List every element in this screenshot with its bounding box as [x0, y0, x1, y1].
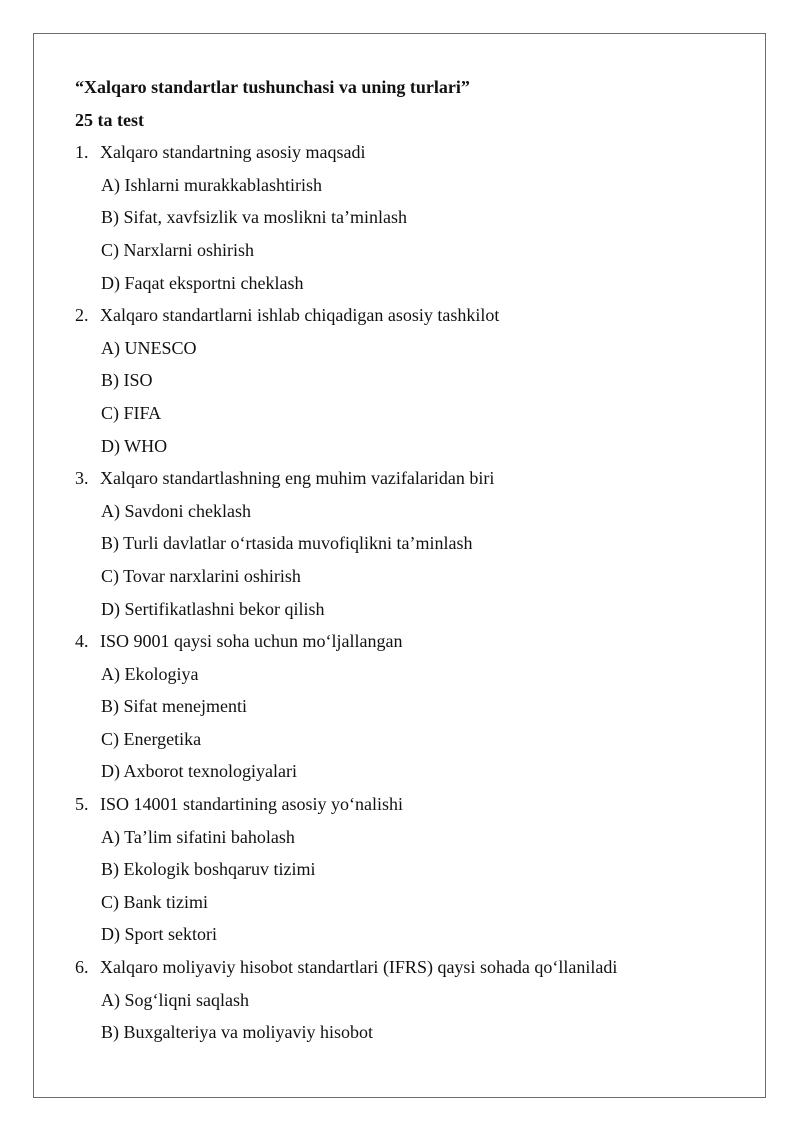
answer-option: D) Axborot texnologiyalari — [101, 761, 297, 782]
answer-option: D) Faqat eksportni cheklash — [101, 272, 304, 293]
answer-option: C) Tovar narxlarini oshirish — [101, 565, 301, 586]
question-block — [75, 625, 755, 788]
question — [75, 625, 755, 658]
document-title: “Xalqaro standartlar tushunchasi va uning turlari” — [75, 77, 470, 97]
question-text: Xalqaro standartning asosiy maqsadi — [100, 142, 366, 163]
question-number: 5. — [75, 794, 89, 815]
answer-option: A) Ekologiya — [101, 663, 199, 684]
question-text: ISO 9001 qaysi soha uchun mo‘ljallangan — [100, 631, 403, 652]
answer-option: C) Energetika — [101, 728, 202, 749]
question-text: Xalqaro moliyaviy hisobot standartlari (IFRS) qaysi sohada qo‘llaniladi — [100, 957, 618, 978]
question-number: 1. — [75, 142, 89, 163]
answer-option: B) Sifat menejmenti — [101, 696, 247, 717]
answer-option: A) UNESCO — [101, 337, 197, 358]
answer-option: B) Ekologik boshqaruv tizimi — [101, 859, 316, 880]
question-block — [75, 788, 755, 951]
question-number: 4. — [75, 631, 89, 652]
answer-option: C) Narxlarni oshirish — [101, 239, 254, 260]
question-block — [75, 136, 755, 299]
question — [75, 462, 755, 495]
question-text: Xalqaro standartlashning eng muhim vazifalaridan biri — [100, 468, 495, 489]
answer-option: A) Sog‘liqni saqlash — [101, 989, 249, 1010]
answer-option: D) Sertifikatlashni bekor qilish — [101, 598, 325, 619]
document-subtitle: 25 ta test — [75, 109, 144, 130]
question-text: Xalqaro standartlarni ishlab chiqadigan asosiy tashkilot — [100, 305, 500, 326]
document-body — [75, 71, 755, 1049]
answer-option: D) WHO — [101, 435, 168, 456]
question-block — [75, 951, 755, 1049]
question-block — [75, 299, 755, 462]
answer-option: A) Savdoni cheklash — [101, 500, 251, 521]
answer-option: B) Buxgalteriya va moliyaviy hisobot — [101, 1022, 373, 1043]
question — [75, 136, 755, 169]
answer-option: B) ISO — [101, 370, 153, 391]
answer-option: C) FIFA — [101, 402, 162, 423]
question-text: ISO 14001 standartining asosiy yo‘nalishi — [100, 794, 403, 815]
answer-option: B) Sifat, xavfsizlik va moslikni ta’minlash — [101, 207, 407, 228]
answer-option: A) Ishlarni murakkablashtirish — [101, 174, 322, 195]
question-number: 6. — [75, 957, 89, 978]
answer-option: B) Turli davlatlar o‘rtasida muvofiqlikni ta’minlash — [101, 533, 473, 554]
answer-option: A) Ta’lim sifatini baholash — [101, 826, 295, 847]
answer-option: D) Sport sektori — [101, 924, 217, 945]
question-number: 3. — [75, 468, 89, 489]
question — [75, 951, 755, 984]
question-number: 2. — [75, 305, 89, 326]
question-block — [75, 462, 755, 625]
question — [75, 299, 755, 332]
answer-option: C) Bank tizimi — [101, 891, 208, 912]
question — [75, 788, 755, 821]
